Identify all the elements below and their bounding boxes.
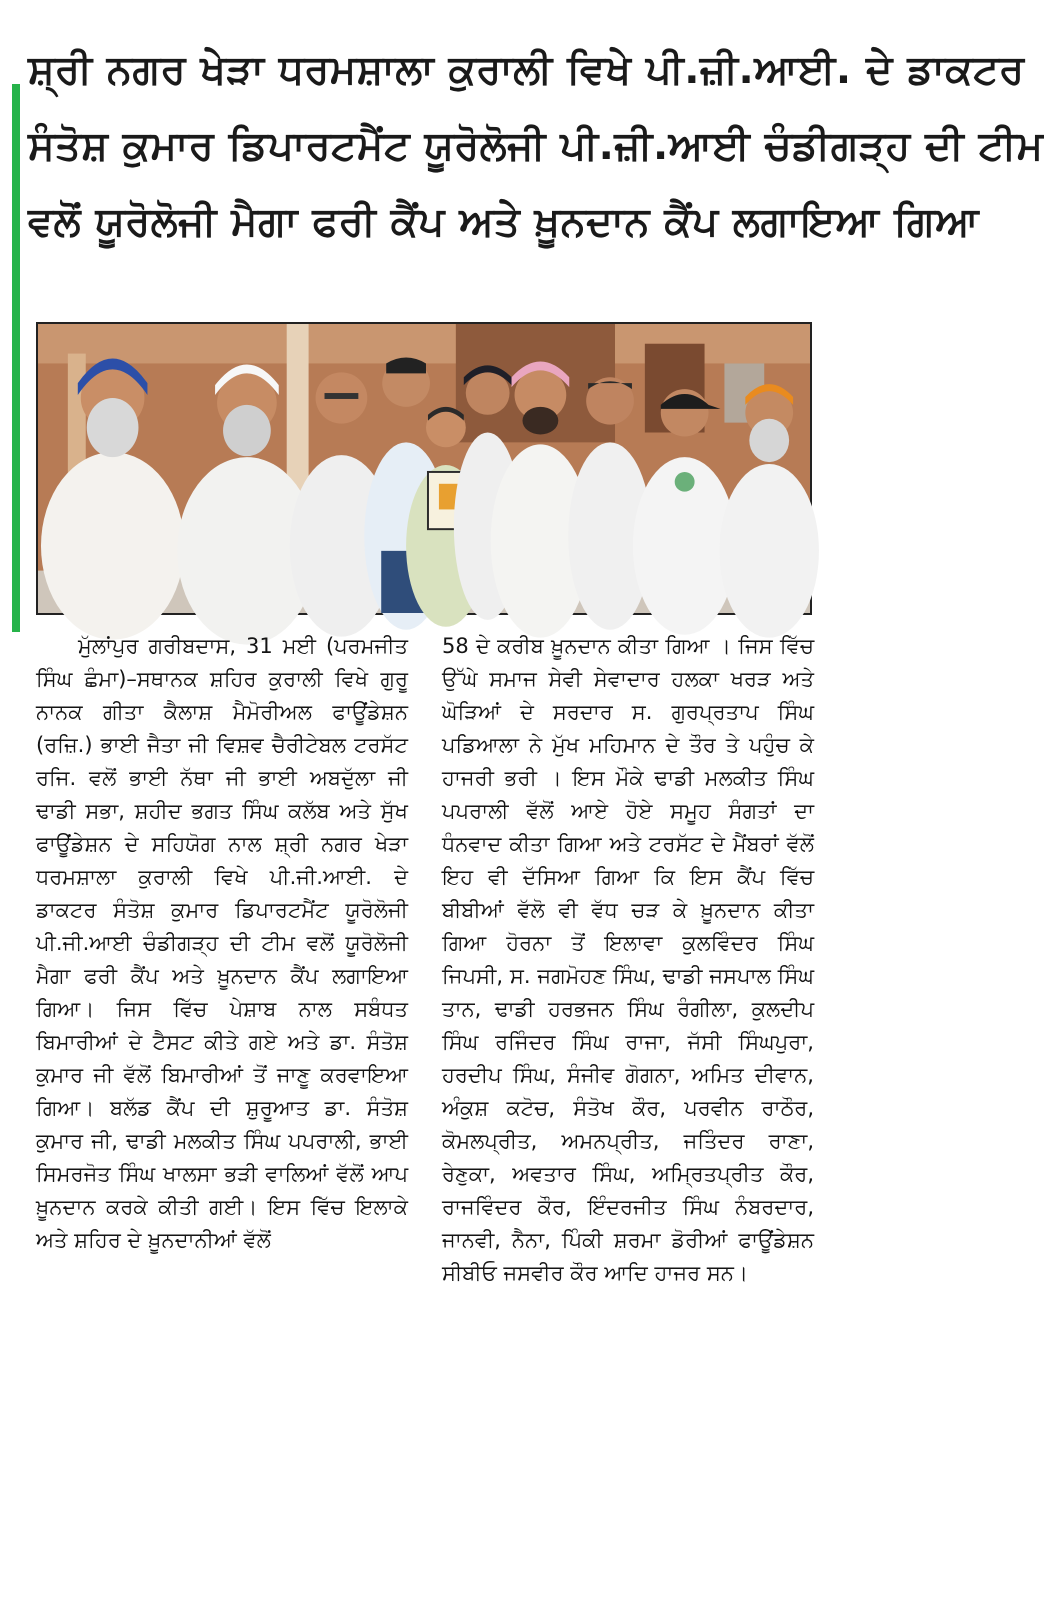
headline-line-3: ਵਲੋਂ ਯੂਰੋਲੋਜੀ ਮੈਗਾ ਫਰੀ ਕੈਂਪ ਅਤੇ ਖ਼ੂਨਦਾਨ ਕੈਂਪ ਲਗਾਇਆ ਗਿਆ: [28, 199, 980, 245]
group-photo-illustration: [38, 324, 810, 613]
group-photo: [36, 322, 812, 615]
headline-line-2: ਸੰਤੋਸ਼ ਕੁਮਾਰ ਡਿਪਾਰਟਮੈਂਟ ਯੂਰੋਲੋਜੀ ਪੀ.ਜ਼ੀ.ਆਈ ਚੰਡੀਗੜ੍ਹ ਦੀ ਟੀਮ: [28, 123, 1044, 169]
headline-line-1: ਸ਼੍ਰੀ ਨਗਰ ਖੇੜਾ ਧਰਮਸ਼ਾਲਾ ਕੁਰਾਲੀ ਵਿਖੇ ਪੀ.ਜ਼ੀ.ਆਈ. ਦੇ ਡਾਕਟਰ: [28, 47, 1025, 93]
green-accent-bar: [12, 84, 20, 632]
article-paragraph-right: 58 ਦੇ ਕਰੀਬ ਖ਼ੂਨਦਾਨ ਕੀਤਾ ਗਿਆ । ਜਿਸ ਵਿੱਚ ਉੱਘੇ ਸਮਾਜ ਸੇਵੀ ਸੇਵਾਦਾਰ ਹਲਕਾ ਖਰੜ ਅਤੇ ਘੋੜਿਆਂ ਦੇ ਸਰਦਾਰ ਸ. ਗੁਰਪ੍ਰਤਾਪ ਸਿੰਘ ਪਡਿਆਲਾ ਨੇ ਮੁੱਖ ਮਹਿਮਾਨ ਦੇ ਤੌਰ ਤੇ ਪਹੁੰਚ ਕੇ ਹਾਜਰੀ ਭਰੀ । ਇਸ ਮੌਕੇ ਢਾਡੀ ਮਲਕੀਤ ਸਿੰਘ ਪਪਰਾਲੀ ਵੱਲੋਂ ਆਏ ਹੋਏ ਸਮੂਹ ਸੰਗਤਾਂ ਦਾ ਧੰਨਵਾਦ ਕੀਤਾ ਗਿਆ ਅਤੇ ਟਰਸੱਟ ਦੇ ਮੈਂਬਰਾਂ ਵੱਲੋਂ ਇਹ ਵੀ ਦੱਸਿਆ ਗਿਆ ਕਿ ਇਸ ਕੈਂਪ ਵਿੱਚ ਬੀਬੀਆਂ ਵੱਲੋ ਵੀ ਵੱਧ ਚੜ ਕੇ ਖ਼ੂਨਦਾਨ ਕੀਤਾ ਗਿਆ ਹੋਰਨਾ ਤੋਂ ਇਲਾਵਾ ਕੁਲਵਿੰਦਰ ਸਿੰਘ ਜਿਪਸੀ, ਸ. ਜਗਮੋਹਣ ਸਿੰਘ, ਢਾਡੀ ਜਸਪਾਲ ਸਿੰਘ ਤਾਨ, ਢਾਡੀ ਹਰਭਜਨ ਸਿੰਘ ਰੰਗੀਲਾ, ਕੁਲਦੀਪ ਸਿੰਘ ਰਜਿੰਦਰ ਸਿੰਘ ਰਾਜਾ, ਜੱਸੀ ਸਿੰਘਪੁਰਾ, ਹਰਦੀਪ ਸਿੰਘ, ਸੰਜੀਵ ਗੋਗਨਾ, ਅਮਿਤ ਦੀਵਾਨ, ਅੰਕੁਸ਼ ਕਟੋਚ, ਸੰਤੋਖ ਕੌਰ, ਪਰਵੀਨ ਰਾਠੌਰ, ਕੋਮਲਪ੍ਰੀਤ, ਅਮਨਪ੍ਰੀਤ, ਜਤਿੰਦਰ ਰਾਣਾ, ਰੇਣੁਕਾ, ਅਵਤਾਰ ਸਿੰਘ, ਅਮ੍ਰਿਤਪ੍ਰੀਤ ਕੌਰ, ਰਾਜਵਿੰਦਰ ਕੌਰ, ਇੰਦਰਜੀਤ ਸਿੰਘ ਨੰਬਰਦਾਰ, ਜਾਨਵੀ, ਨੈਨਾ, ਪਿੰਕੀ ਸ਼ਰਮਾ ਡੋਰੀਆਂ ਫਾਊਂਡੇਸ਼ਨ ਸੀਬੀਓ ਜਸਵੀਰ ਕੌਰ ਆਦਿ ਹਾਜਰ ਸਨ।: [442, 634, 814, 1285]
article-paragraph-left: ਮੁੱਲਾਂਪੁਰ ਗਰੀਬਦਾਸ, 31 ਮਈ (ਪਰਮਜੀਤ ਸਿੰਘ ਛੰਮਾ)–ਸਥਾਨਕ ਸ਼ਹਿਰ ਕੁਰਾਲੀ ਵਿਖੇ ਗੁਰੂ ਨਾਨਕ ਗੀਤਾ ਕੈਲਾਸ਼ ਮੈਮੋਰੀਅਲ ਫਾਊਂਡੇਸ਼ਨ (ਰਜ਼ਿ.) ਭਾਈ ਜੈਤਾ ਜੀ ਵਿਸ਼ਵ ਚੈਰੀਟੇਬਲ ਟਰਸੱਟ ਰਜਿ. ਵਲੋਂ ਭਾਈ ਨੱਥਾ ਜੀ ਭਾਈ ਅਬਦੁੱਲਾ ਜੀ ਢਾਡੀ ਸਭਾ, ਸ਼ਹੀਦ ਭਗਤ ਸਿੰਘ ਕਲੱਬ ਅਤੇ ਸੁੱਖ ਫਾਊਂਡੇਸ਼ਨ ਦੇ ਸਹਿਯੋਗ ਨਾਲ ਸ਼੍ਰੀ ਨਗਰ ਖੇੜਾ ਧਰਮਸ਼ਾਲਾ ਕੁਰਾਲੀ ਵਿਖੇ ਪੀ.ਜੀ.ਆਈ. ਦੇ ਡਾਕਟਰ ਸੰਤੋਸ਼ ਕੁਮਾਰ ਡਿਪਾਰਟਮੈਂਟ ਯੂਰੋਲੋਜੀ ਪੀ.ਜੀ.ਆਈ ਚੰਡੀਗੜ੍ਹ ਦੀ ਟੀਮ ਵਲੋਂ ਯੂਰੋਲੋਜੀ ਮੈਗਾ ਫਰੀ ਕੈਂਪ ਅਤੇ ਖ਼ੂਨਦਾਨ ਕੈਂਪ ਲਗਾਇਆ ਗਿਆ। ਜਿਸ ਵਿੱਚ ਪੇਸ਼ਾਬ ਨਾਲ ਸਬੰਧਤ ਬਿਮਾਰੀਆਂ ਦੇ ਟੈਸਟ ਕੀਤੇ ਗਏ ਅਤੇ ਡਾ. ਸੰਤੋਸ਼ ਕੁਮਾਰ ਜੀ ਵੱਲੋਂ ਬਿਮਾਰੀਆਂ ਤੋਂ ਜਾਣੂ ਕਰਵਾਇਆ ਗਿਆ। ਬਲੱਡ ਕੈਂਪ ਦੀ ਸ਼ੁਰੂਆਤ ਡਾ. ਸੰਤੋਸ਼ ਕੁਮਾਰ ਜੀ, ਢਾਡੀ ਮਲਕੀਤ ਸਿੰਘ ਪਪਰਾਲੀ, ਭਾਈ ਸਿਮਰਜੋਤ ਸਿੰਘ ਖਾਲਸਾ ਭੜੀ ਵਾਲਿਆਂ ਵੱਲੋਂ ਆਪ ਖ਼ੂਨਦਾਨ ਕਰਕੇ ਕੀਤੀ ਗਈ। ਇਸ ਵਿੱਚ ਇਲਾਕੇ ਅਤੇ ਸ਼ਹਿਰ ਦੇ ਖ਼ੂਨਦਾਨੀਆਂ ਵੱਲੋਂ: [36, 634, 408, 1252]
article-column-right: [442, 630, 814, 1290]
article-column-left: [36, 630, 408, 1257]
headline: [28, 32, 1044, 260]
